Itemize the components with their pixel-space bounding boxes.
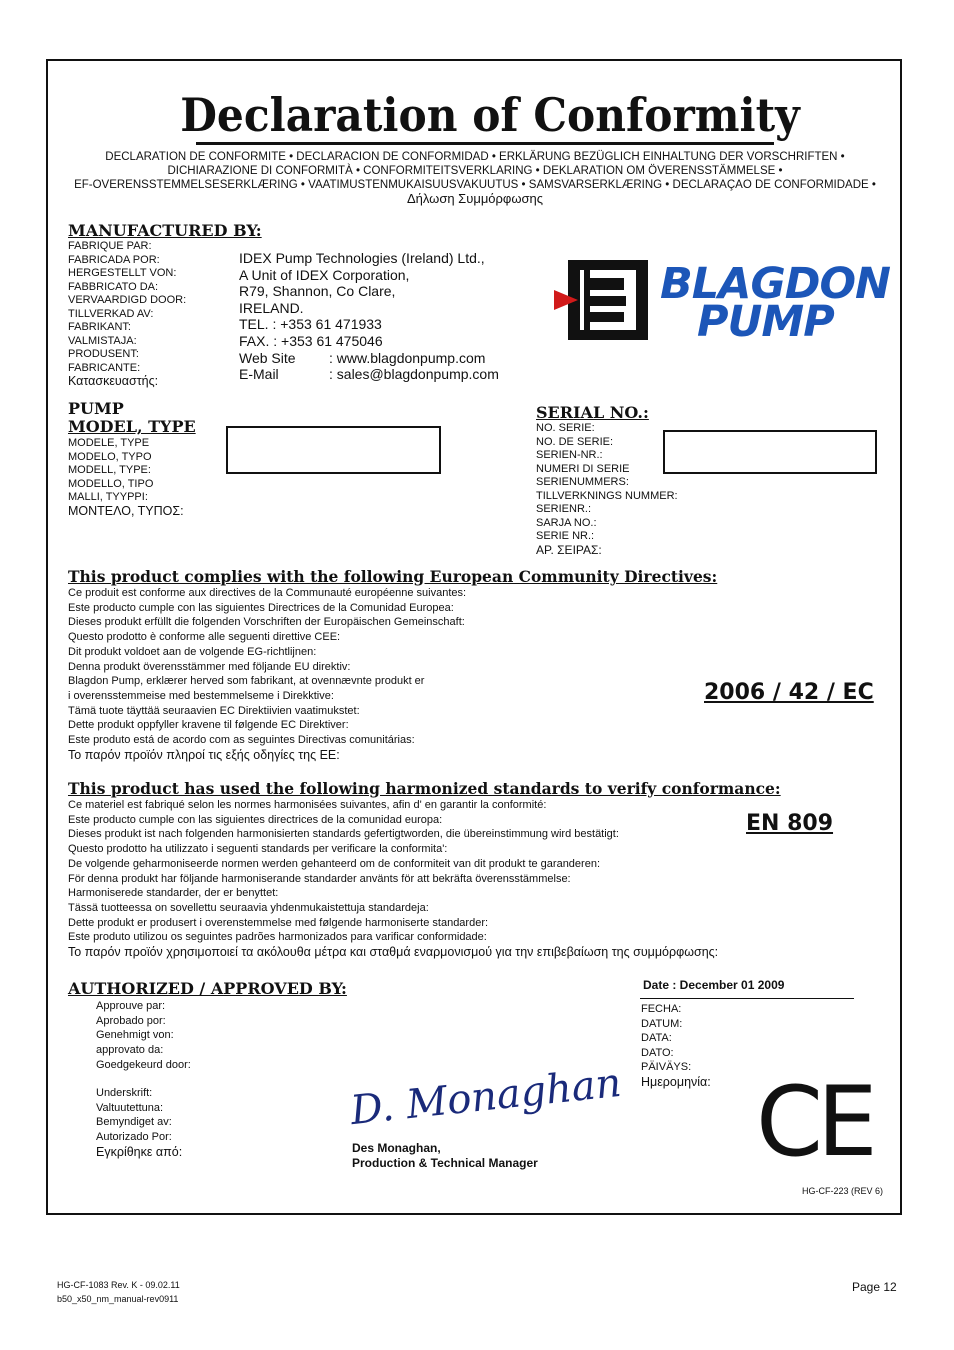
directives-translations [68, 586, 466, 762]
label: MALLI, TYYPPI: [68, 491, 148, 503]
standard-line: Dieses produkt ist nach folgenden harmonisierten standards gefertigtworden, die übereinstimmung wird bestätigt: [68, 828, 619, 841]
title-underline [196, 142, 774, 145]
directive-line: Blagdon Pump, erklærer herved som fabrikant, at ovennævnte produkt er [68, 675, 425, 688]
pump-heading: PUMP [68, 399, 124, 418]
model-type-field[interactable] [226, 426, 441, 474]
label: Autorizado Por: [96, 1131, 172, 1144]
label: NUMERI DI SERIE [536, 462, 630, 475]
label: DATUM: [641, 1017, 683, 1030]
label: SERIENR.: [536, 503, 592, 515]
label: Underskrift: [96, 1087, 153, 1099]
label: FECHA: [641, 1003, 682, 1015]
standard-line: Harmoniserede standarder, der er benyttet: [68, 887, 279, 900]
address-line: A Unit of IDEX Corporation, [239, 266, 410, 283]
label: Valtuutettuna: [96, 1101, 164, 1114]
date-labels [641, 1002, 711, 1090]
address-line: TEL. : +353 61 471933 [239, 316, 382, 333]
title-translation-2: DICHIARAZIONE DI CONFORMITÀ • CONFORMITEITSVERKLARING • DEKLARATION OM ÖVERENSSTÄMMELSE • [167, 165, 783, 177]
page-title: Declaration of Conformity [180, 88, 800, 142]
label: VALMISTAJA: [68, 334, 137, 347]
directive-line: Denna produkt överensstämmer med följande EU direktiv: [68, 660, 351, 673]
standard-line: Ce materiel est fabriqué selon les normes harmonisées suivantes, afin d' en garantir la conformité: [68, 799, 547, 811]
directive-line: Tämä tuote täyttää seuraavien EC Direktiivien vaatimukstet: [68, 704, 360, 717]
standard-code: EN 809 [746, 811, 834, 836]
label: Aprobado por: [96, 1014, 166, 1027]
title-translation-1: DECLARATION DE CONFORMITE • DECLARACION DE CONFORMIDAD • ERKLÄRUNG BEZÜGLICH EINHALTUNG DER VORSCHRIFTEN • [105, 151, 845, 163]
signature-labels [96, 1086, 182, 1160]
directive-code: 2006 / 42 / EC [704, 680, 874, 705]
date-value: Date : December 01 2009 [643, 978, 785, 992]
label: FABRIKANT: [68, 321, 131, 333]
standard-line: De volgende geharmoniseerde normen werden gehanteerd om de conformiteit van dit produkt te garanderen: [68, 857, 600, 870]
label: DATO: [641, 1046, 674, 1059]
label: FABBRICATO DA: [68, 280, 159, 293]
standard-line: Tässä tuotteessa on sovellettu seuraavia yhdenmukaistettuja standardeja: [68, 901, 429, 914]
standard-line: Este produto utilizou os seguintes padrões harmonizados para varificar conformidade: [68, 931, 487, 944]
label: Approuve par: [96, 1000, 166, 1012]
email-link[interactable]: : sales@blagdonpump.com [329, 366, 499, 383]
directive-line: i overensstemmeise med bestemmelseme i Direkktive: [68, 689, 334, 702]
page-number: Page 12 [852, 1280, 897, 1294]
signer-name: Des Monaghan, [352, 1141, 441, 1155]
manufactured-heading: MANUFACTURED BY: [68, 221, 262, 240]
standard-line: För denna produkt har följande harmoniserande standarder använts för att bekräfta överensstämmelse: [68, 872, 571, 885]
label: MODELL, TYPE: [68, 464, 151, 476]
title-translation-4: Δήλωση Συμμόρφωσης [406, 191, 544, 206]
authorized-heading: AUTHORIZED / APPROVED BY: [68, 979, 347, 998]
logo-marker-icon [554, 290, 578, 310]
logo-line-2: PUMP [697, 297, 834, 347]
standard-line: Este producto cumple con las siguientes directrices de la comunidad europa: [68, 813, 443, 826]
label: VERVAARDIGD DOOR: [68, 294, 187, 306]
label: DATA: [641, 1032, 672, 1045]
label: HERGESTELLT VON: [68, 267, 177, 279]
label: TILLVERKNINGS NUMMER: [536, 489, 678, 502]
address-line: R79, Shannon, Co Clare, [239, 283, 396, 300]
directive-line: Το παρόν προϊόν πληροί τις εξής οδηγίες της ΕΕ: [68, 747, 340, 762]
directive-line: Este producto cumple con las siguientes Directrices de la Comunidad Europea: [68, 601, 454, 614]
signer-title: Production & Technical Manager [352, 1156, 538, 1170]
logo-line-1: BLAGDON [660, 259, 890, 309]
footer-manual-ref: b50_x50_nm_manual-rev0911 [57, 1294, 179, 1304]
label: Κατασκευαστής: [68, 374, 159, 388]
standard-line: Dette produkt er produsert i overenstemmelse med følgende harmoniserte standarder: [68, 916, 489, 929]
email-label: E-Mail [239, 366, 279, 383]
label: ΑΡ. ΣΕΙΡΑΣ: [536, 542, 602, 557]
label: Ημερομηνία: [641, 1074, 711, 1089]
signature: D. Monaghan [348, 1059, 624, 1135]
address-line: IDEX Pump Technologies (Ireland) Ltd., [239, 250, 485, 266]
website-row [239, 350, 499, 367]
logo-b-mark-icon [568, 260, 648, 340]
footer-doc-ref: HG-CF-1083 Rev. K - 09.02.11 [57, 1280, 180, 1290]
label: TILLVERKAD AV: [68, 307, 154, 320]
directive-line: Dette produkt oppfyller kravene til følgende EC Direktiver: [68, 719, 349, 732]
directive-line: Questo prodotto è conforme alle seguenti direttive CEE: [68, 631, 341, 644]
serial-labels [536, 422, 678, 557]
label: FABRICANTE: [68, 361, 141, 374]
label: Goedgekeurd door: [96, 1058, 191, 1071]
label: ΜΟΝΤΕΛΟ, ΤΥΠΟΣ: [68, 503, 184, 518]
standard-line: Το παρόν προϊόν χρησιμοποιεί τα ακόλουθα μέτρα και σταθμά εναρμονισμού για την επιβεβαίωση της συμμόρφωσης: [68, 945, 719, 960]
address-line: IRELAND. [239, 299, 304, 316]
serial-number-field[interactable] [663, 430, 877, 474]
model-type-heading: MODEL, TYPE [68, 417, 196, 436]
ce-mark-icon: CE [756, 1066, 872, 1178]
title-translation-3: EF-OVERENSSTEMMELSESERKLÆRING • VAATIMUSTENMUKAISUUSVAKUUTUS • SAMSVARSERKLÆRING • DECLARAÇAO DE CONFORMIDADE • [74, 179, 876, 191]
website-label: Web Site [239, 349, 296, 366]
label: SARJA NO.: [536, 516, 597, 529]
label: Εγκρίθηκε από: [96, 1144, 183, 1159]
website-link[interactable]: : www.blagdonpump.com [329, 349, 486, 366]
model-type-labels [68, 437, 184, 518]
approved-labels [96, 999, 191, 1073]
label: PRODUSENT: [68, 348, 139, 360]
label: Genehmigt von: [96, 1029, 174, 1042]
label: NO. DE SERIE: [536, 435, 614, 448]
standards-translations [68, 798, 718, 960]
directive-line: Dit produkt voldoet aan de volgende EG-richtlijnen: [68, 645, 317, 658]
label: NO. SERIE: [536, 422, 595, 434]
label: approvato da: [96, 1044, 164, 1057]
label: Bemyndiget av: [96, 1116, 172, 1129]
label: SERIE NR.: [536, 530, 595, 542]
directives-heading: This product complies with the following European Community Directives: [68, 567, 718, 586]
label: PÄIVÄYS: [641, 1061, 692, 1074]
label: SERIEN-NR.: [536, 449, 603, 461]
label: SERIENUMMERS: [536, 476, 629, 488]
address-line: FAX. : +353 61 475046 [239, 332, 383, 349]
label: FABRIQUE PAR: [68, 240, 152, 252]
serial-heading: SERIAL NO.: [536, 403, 649, 422]
label: MODELLO, TIPO [68, 477, 154, 490]
label: MODELE, TYPE [68, 437, 150, 449]
standard-line: Questo prodotto ha utilizzato i seguenti standards per verificare la conformita': [68, 843, 448, 856]
email-row [239, 366, 499, 383]
label: FABRICADA POR: [68, 253, 160, 266]
form-reference: HG-CF-223 (REV 6) [802, 1186, 884, 1196]
directive-line: Dieses produkt erfüllt die folgenden Vorschriften der Europäischen Gemeinschaft: [68, 616, 465, 629]
label: MODELO, TYPO [68, 450, 152, 463]
manufactured-labels [68, 240, 186, 389]
directive-line: Ce produit est conforme aux directives de la Communauté européenne suivantes: [68, 587, 467, 599]
date-line [640, 998, 854, 999]
standards-heading: This product has used the following harmonized standards to verify conformance: [68, 779, 781, 798]
directive-line: Este produto está de acordo com as seguintes Directivas comunitárias: [68, 734, 415, 747]
manufacturer-address [239, 250, 499, 383]
